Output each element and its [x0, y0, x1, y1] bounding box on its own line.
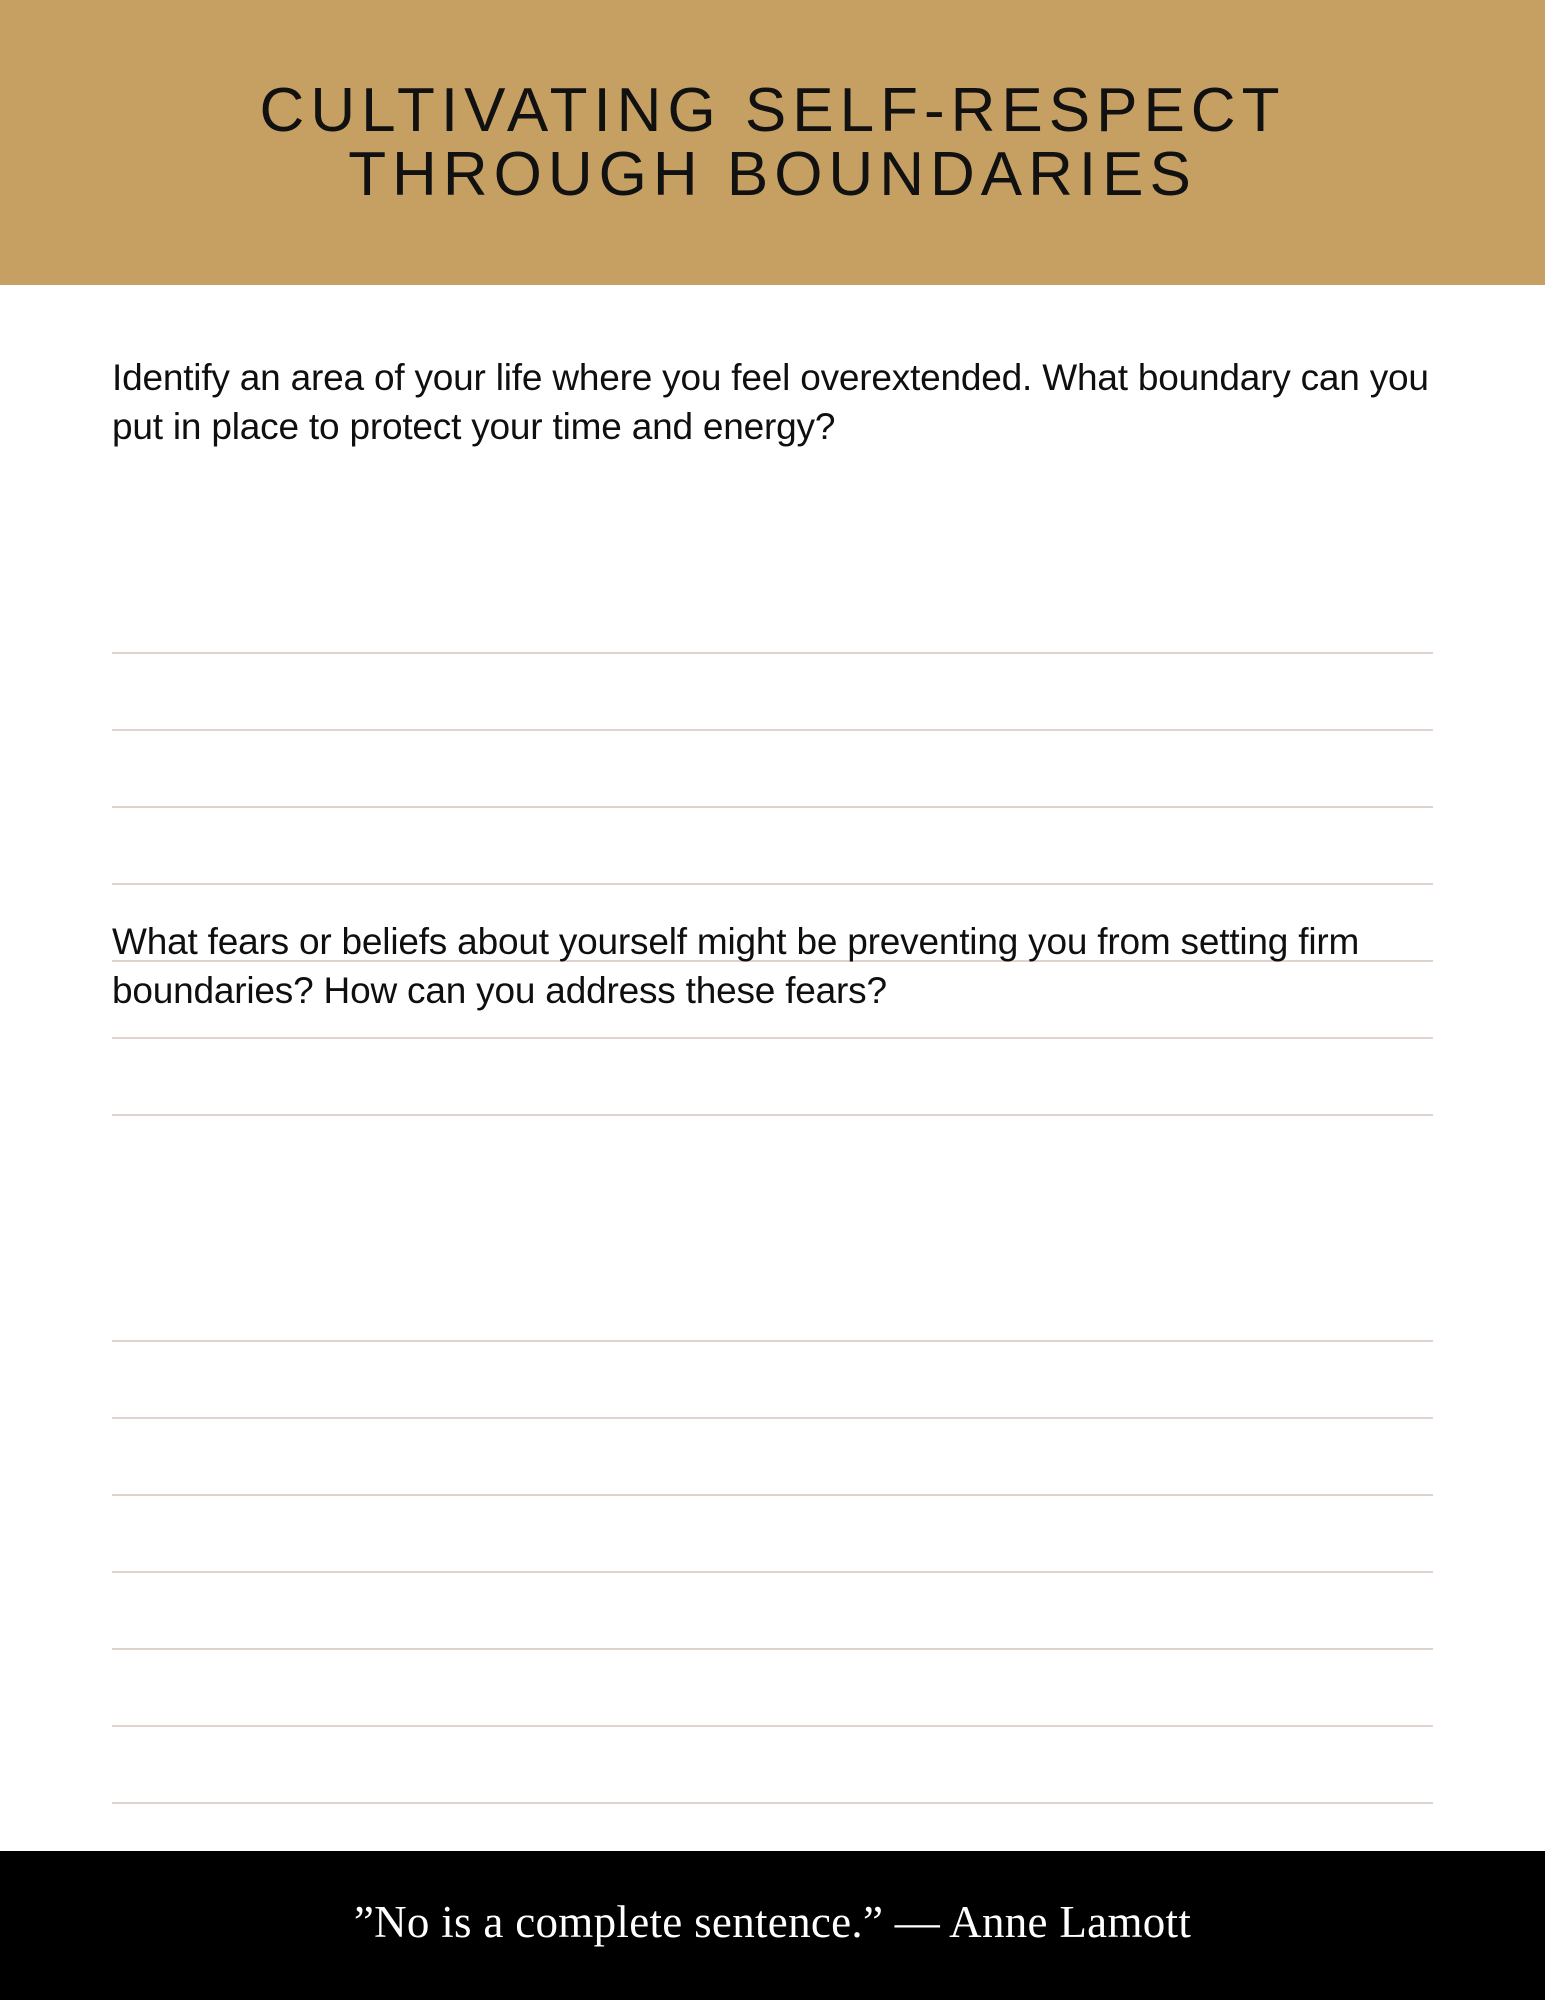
prompt-question-1: Identify an area of your life where you feel overextended. What boundary can you put in place to protect your time and energy?	[112, 357, 1429, 447]
rule-line	[112, 1114, 1433, 1116]
page-title: CULTIVATING SELF-RESPECT THROUGH BOUNDARIES	[259, 76, 1286, 209]
writing-line-row[interactable]	[112, 577, 1433, 654]
writing-lines-1	[112, 577, 1433, 1116]
writing-lines-2	[112, 1265, 1433, 1804]
writing-line-row[interactable]	[112, 1650, 1433, 1727]
header-band	[0, 0, 1545, 285]
prompt-question-2: What fears or beliefs about yourself might be preventing you from setting firm boundaries? How can you address these fears?	[112, 921, 1360, 1011]
footer-quote: ”No is a complete sentence.” — Anne Lamott	[353, 1897, 1192, 1947]
writing-line-row[interactable]	[112, 731, 1433, 808]
writing-line-row[interactable]	[112, 808, 1433, 885]
prompt-block-1	[112, 353, 1433, 451]
writing-line-row[interactable]	[112, 1342, 1433, 1419]
writing-line-row[interactable]	[112, 1496, 1433, 1573]
writing-line-row[interactable]	[112, 1039, 1433, 1116]
writing-line-row[interactable]	[112, 1265, 1433, 1342]
footer-band	[0, 1851, 1545, 2000]
prompt-block-2	[112, 917, 1433, 1015]
writing-line-row[interactable]	[112, 1419, 1433, 1496]
rule-line	[112, 1802, 1433, 1804]
writing-line-row[interactable]	[112, 1727, 1433, 1804]
writing-line-row[interactable]	[112, 1573, 1433, 1650]
writing-line-row[interactable]	[112, 654, 1433, 731]
